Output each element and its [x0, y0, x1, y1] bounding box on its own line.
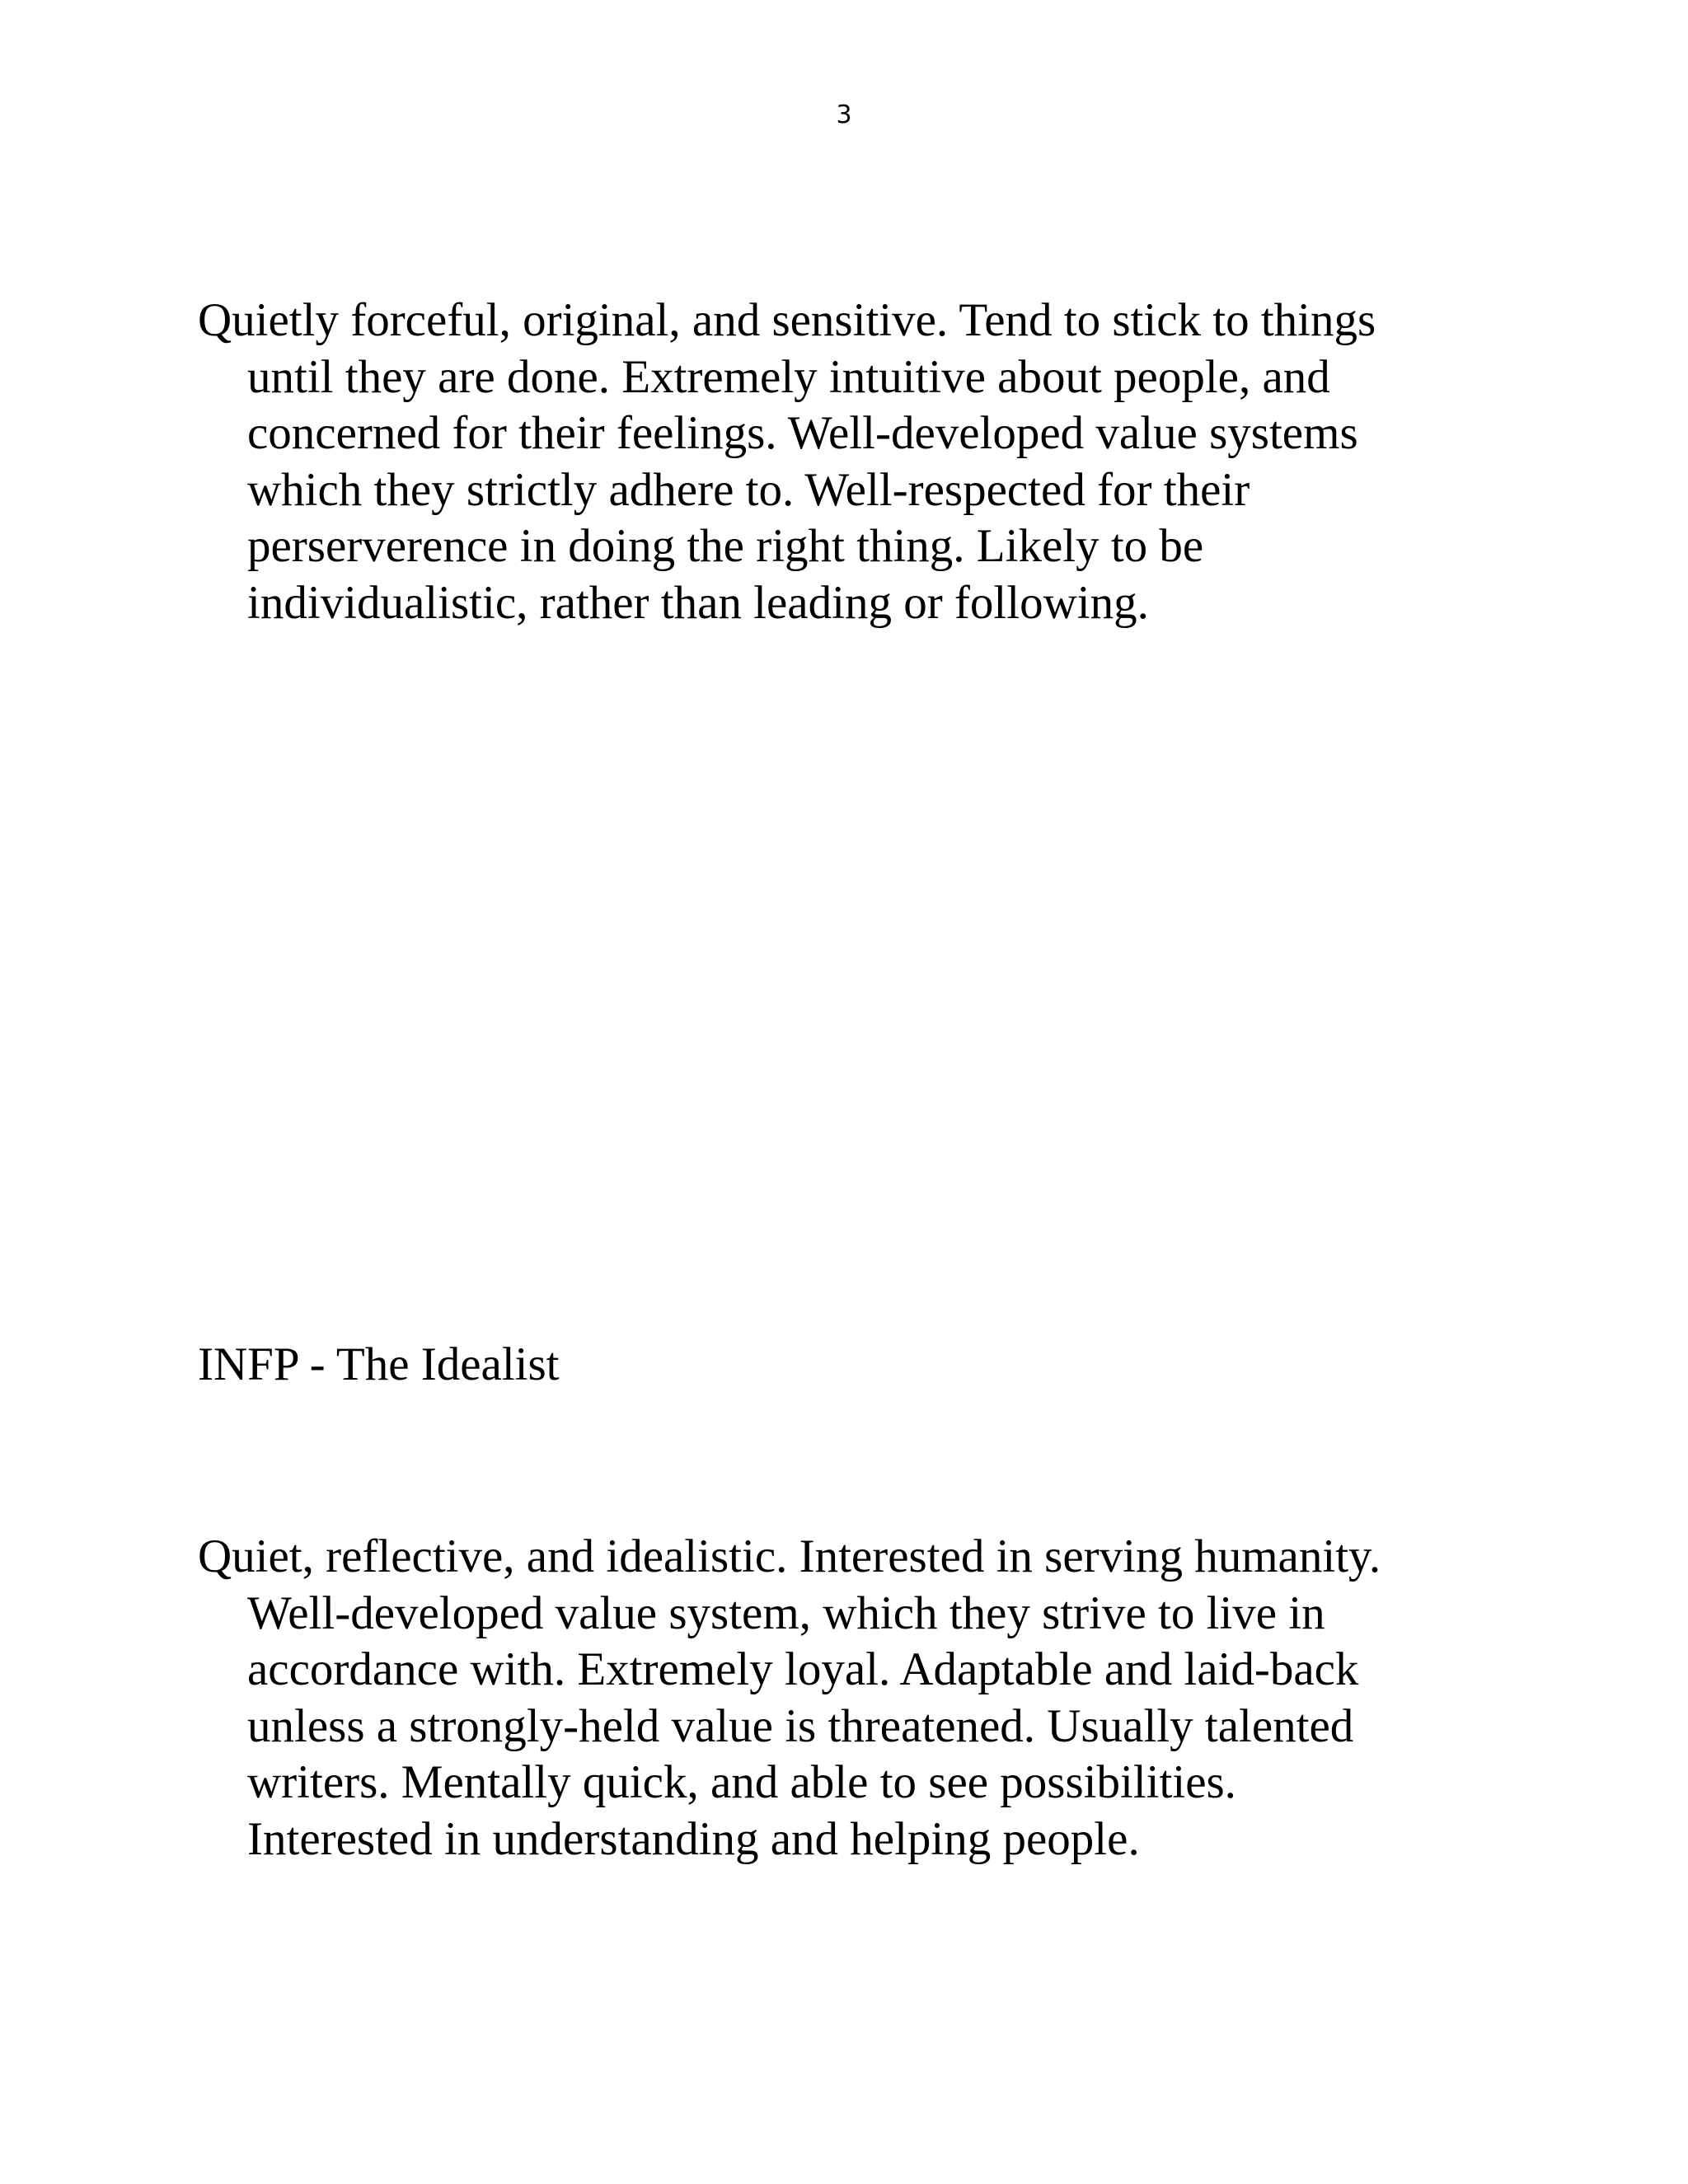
paragraph-line: accordance with. Extremely loyal. Adaptable and laid-back: [247, 1643, 1359, 1695]
page-number: 3: [836, 101, 852, 129]
paragraph-line: Quiet, reflective, and idealistic. Interested in serving humanity.: [198, 1530, 1381, 1582]
paragraph-line: Interested in understanding and helping people.: [247, 1812, 1140, 1865]
paragraph-line: Well-developed value system, which they strive to live in: [247, 1586, 1325, 1639]
paragraph-line: which they strictly adhere to. Well-respected for their: [247, 463, 1250, 516]
paragraph-line: individualistic, rather than leading or following.: [247, 576, 1149, 629]
paragraph-line: writers. Mentally quick, and able to see possibilities.: [247, 1756, 1236, 1808]
paragraph-line: until they are done. Extremely intuitive about people, and: [247, 350, 1330, 403]
paragraph-line: unless a strongly-held value is threatened. Usually talented: [247, 1699, 1354, 1752]
section-heading: INFP - The Idealist: [198, 1338, 560, 1390]
paragraph-line: concerned for their feelings. Well-developed value systems: [247, 407, 1358, 459]
paragraph-line: Quietly forceful, original, and sensitive. Tend to stick to things: [198, 294, 1376, 346]
paragraph-line: perserverence in doing the right thing. Likely to be: [247, 520, 1204, 572]
intj-description-paragraph: [198, 293, 1484, 631]
infp-description-paragraph: [198, 1529, 1484, 1868]
